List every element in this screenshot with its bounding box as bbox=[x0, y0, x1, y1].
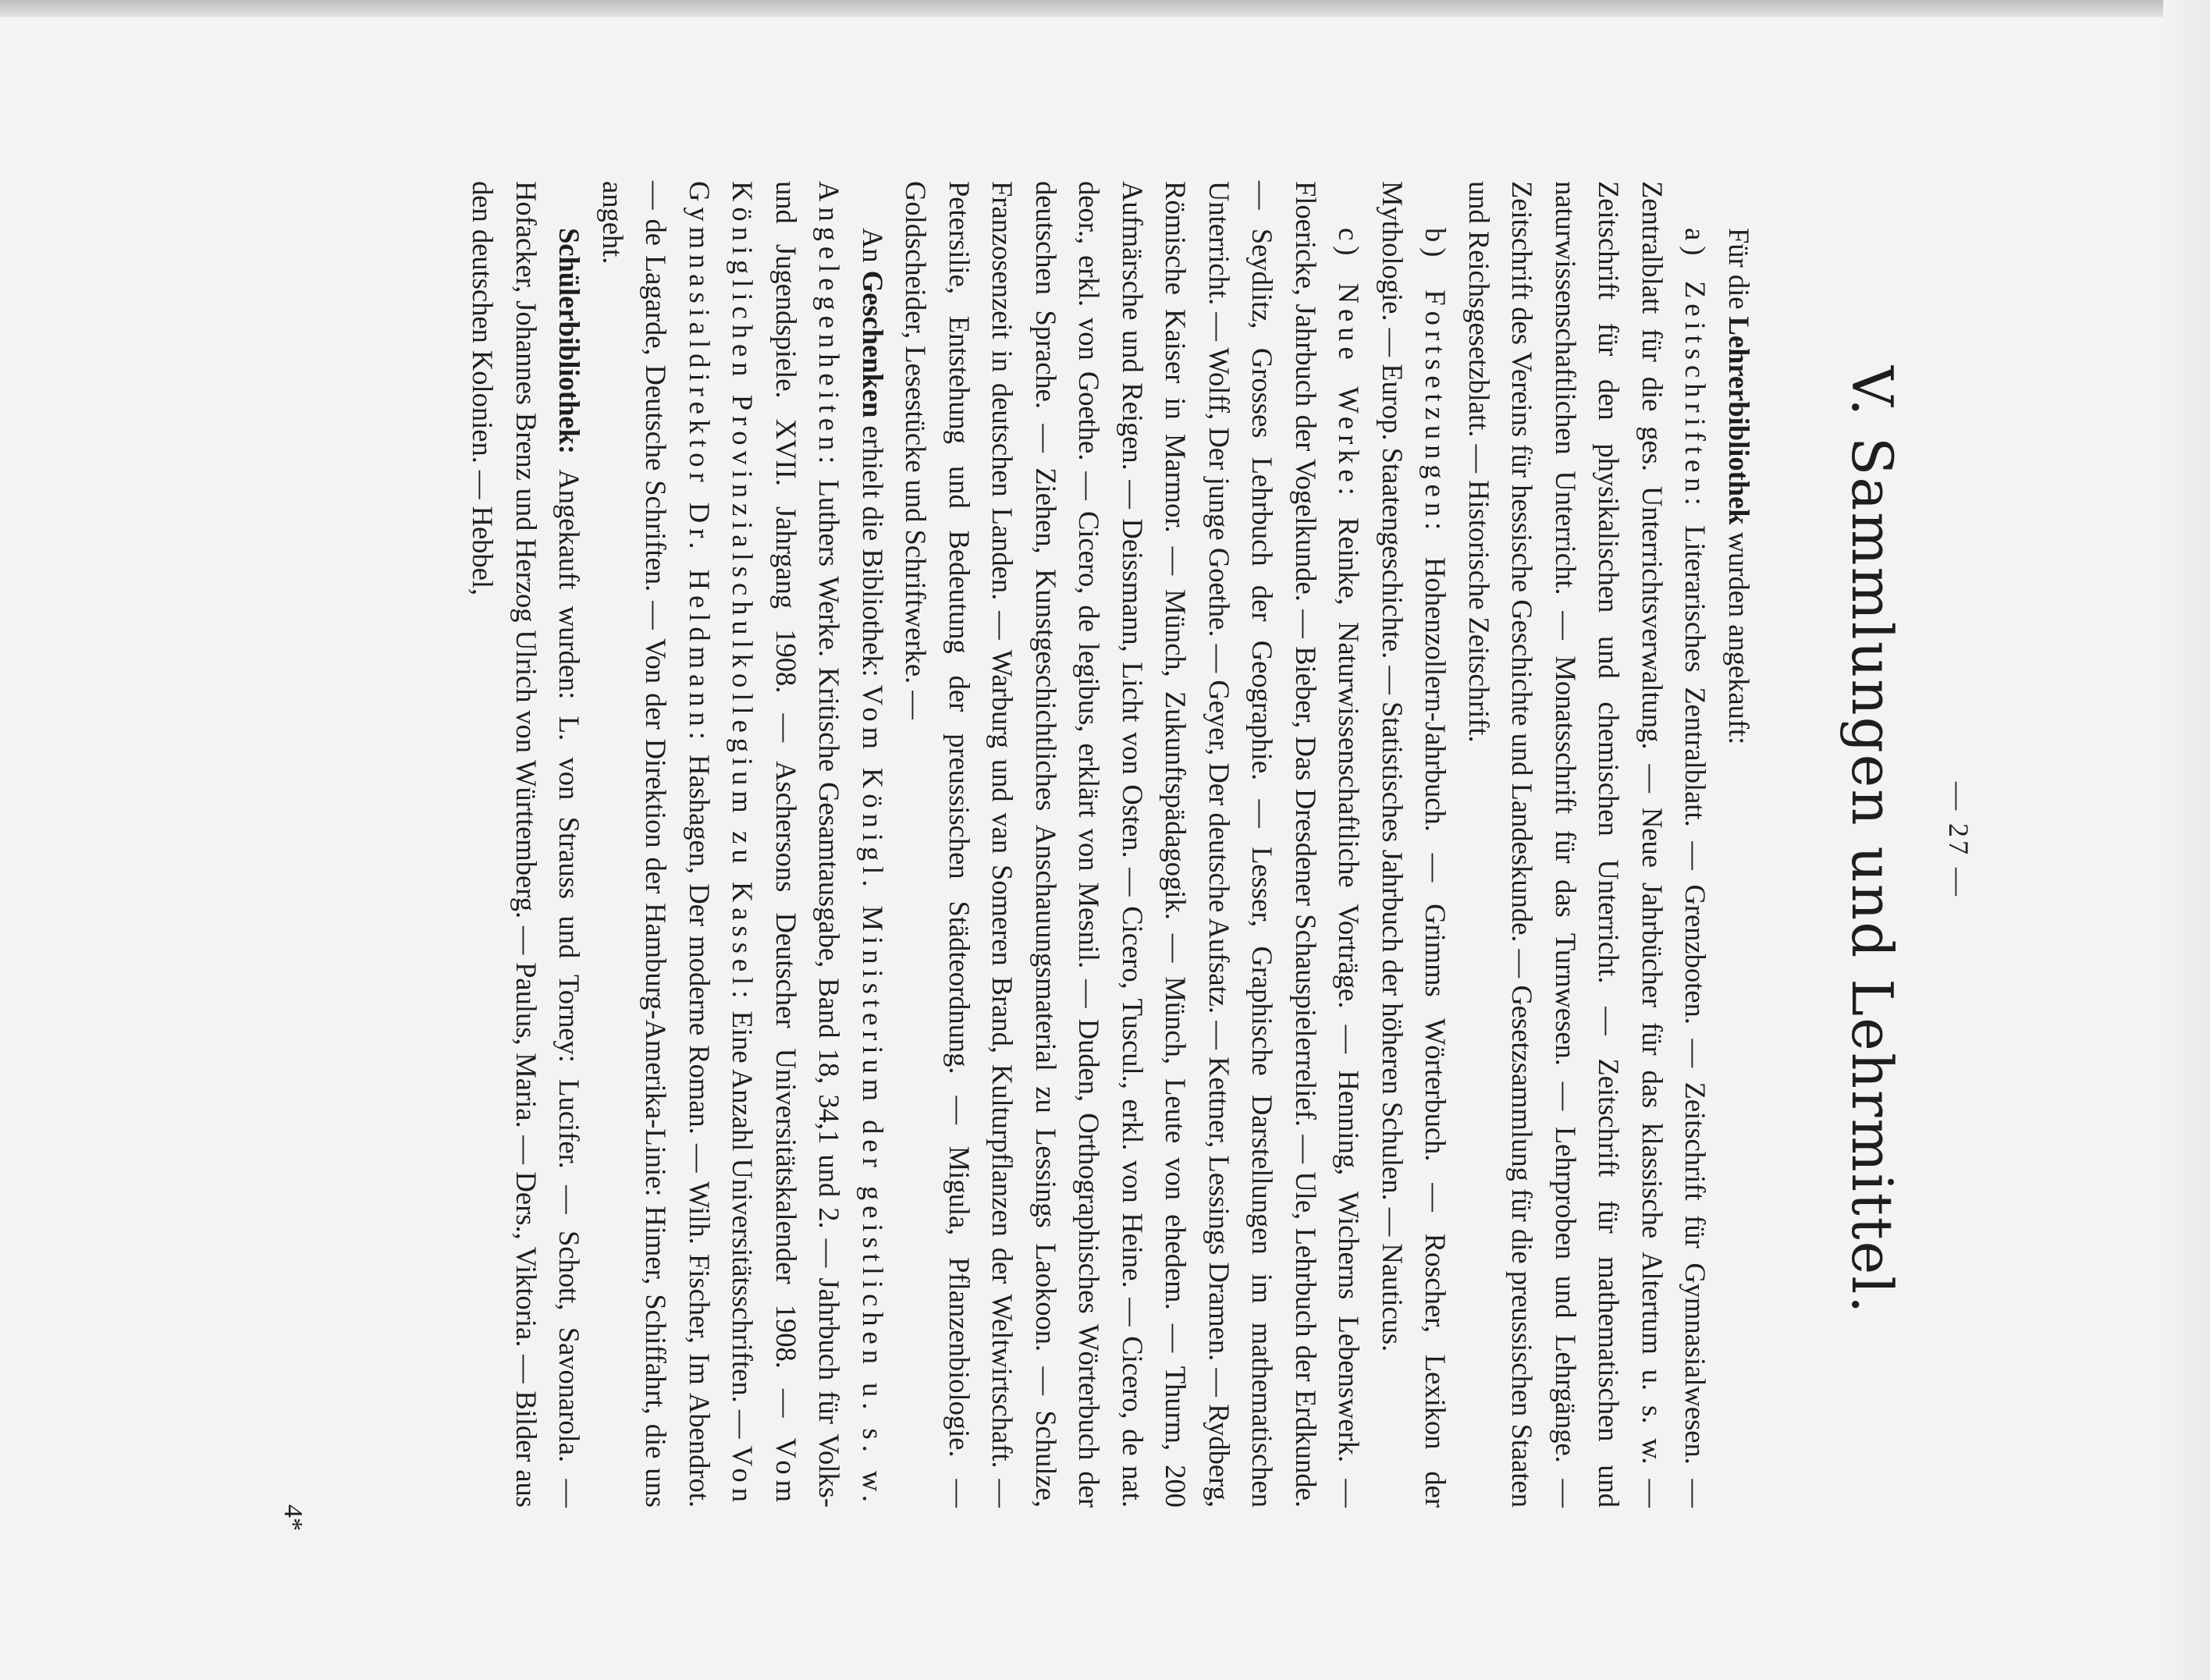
gifts-paragraph bbox=[592, 181, 895, 1508]
intro-bold-term: Lehrerbibliothek bbox=[1723, 316, 1755, 525]
gifts-text-2: erhielt die Bibliothek: bbox=[857, 417, 889, 685]
page-number: — 27 — bbox=[1943, 781, 1974, 899]
continuations-paragraph bbox=[1371, 181, 1458, 1508]
document-page bbox=[161, 80, 2049, 1601]
gifts-donor-ministry: Vom Königl. Ministerium der geistlichen u. s. w. Angelegenheiten: bbox=[813, 180, 889, 1508]
intro-text-a: Für die bbox=[1723, 227, 1755, 317]
signature-mark: 4* bbox=[279, 1504, 307, 1531]
gifts-donor-kollegium: Vom Königlichen Provinzialschulkollegium zu Kassel: bbox=[727, 180, 802, 1508]
intro-text-c: wurden angekauft: bbox=[1723, 524, 1755, 744]
document-body bbox=[461, 181, 1761, 1508]
pupils-library-paragraph bbox=[461, 181, 592, 1508]
scan-page-edge bbox=[2163, 0, 2210, 1680]
intro-paragraph bbox=[1718, 181, 1761, 1508]
pupils-library-text: Angekauft wurden: L. von Strauss und Torney: Lucifer. — Schott, Savonarola. — Hofacker, Johannes Brenz und Herzog Ulrich von Württemberg. — Paulus, Maria. — Ders., Viktoria. — Bilder aus den deutschen Kolonien. — Hebbel, bbox=[467, 180, 586, 1508]
periodicals-paragraph bbox=[1458, 181, 1718, 1508]
scan-top-band bbox=[0, 0, 2210, 17]
periodicals-label: a) Zeitschriften: bbox=[1679, 227, 1712, 511]
section-heading: V. Sammlungen und Lehrmittel. bbox=[1839, 365, 1905, 1315]
new-works-label: c) Neue Werke: bbox=[1333, 227, 1366, 501]
continuations-text: Hohenzollern-Jahrbuch. — Grimms Wörterbuch. — Roscher, Lexikon der Mythologie. — Europ. Staatengeschichte. — Statistisches Jahrbuch der höheren Schulen. — Nauticus. bbox=[1377, 180, 1452, 1508]
periodicals-text: Literarisches Zentralblatt. — Grenzboten. — Zeitschrift für Gymnasialwesen. — Zentralblatt für die ges. Unterrichtsverwaltung. — Neue Jahrbücher für das klassische Altertum u. s. w. — Zeitschrift für den physikalischen und chemischen Unterricht. — Zeitschrift für mathematischen und naturwissenschaftlichen Unterricht. — Monatsschrift für das Turnwesen. — Lehrproben und Lehrgänge. — Zeitschrift des Vereins für hessische Geschichte und Landeskunde. — Gesetzsammlung für die preussischen Staaten und Reichsgesetzblatt. — Historische Zeitschrift. bbox=[1463, 180, 1712, 1508]
gifts-text-3: Luthers Werke. Kritische Gesamtausgabe, Band 18, 34,1 und 2. — Jahrbuch für Volks- und Jugendspiele. XVII. Jahrgang 1908. — Aschersons Deutscher Universitätskalender 1908. — bbox=[770, 180, 846, 1508]
gifts-donor-director: Von Gymnasialdirektor Dr. Heldmann: bbox=[684, 180, 759, 1508]
continuations-label: b) Fortsetzungen: bbox=[1419, 227, 1452, 535]
gifts-text-4: Eine Anzahl Universitätsschriften. — bbox=[727, 1003, 759, 1446]
pupils-library-label: Schülerbibliothek: bbox=[553, 227, 586, 454]
gifts-text-5: Hashagen, Der moderne Roman. — Wilh. Fischer, Im Abendrot. — de Lagarde, Deutsche Schriften. — Von der Direktion der Hamburg-Amerika-Linie: Himer, Schiffahrt, die uns angeht. bbox=[597, 180, 716, 1508]
new-works-paragraph bbox=[894, 181, 1371, 1508]
gifts-bold-term: Geschenken bbox=[857, 270, 889, 417]
new-works-text: Reinke, Naturwissenschaftliche Vorträge. — Henning, Wicherns Lebenswerk. — Floericke, Jahrbuch der Vogelkunde. — Bieber, Das Dresdener Schauspielerrelief. — Ule, Lehrbuch der Erdkunde. — Seydlitz, Grosses Lehrbuch der Geographie. — Lesser, Graphische Darstellungen im mathematischen Unterricht. — Wolff, Der junge Goethe. — Geyer, Der deutsche Aufsatz. — Kettner, Lessings Dramen. — Rydberg, Römische Kaiser in Marmor. — Münch, Zukunftspädagogik. — Münch, Leute von ehedem. — Thurm, 200 Aufmärsche und Reigen. — Deissmann, Licht von Osten. — Cicero, Tuscul., erkl. von Heine. — Cicero, de nat. deor., erkl. von Goethe. — Cicero, de legibus, erklärt von Mesnil. — Duden, Orthographisches Wörterbuch der deutschen Sprache. — Ziehen, Kunstgeschichtliches Anschauungsmaterial zu Lessings Laokoon. — Schulze, Franzosenzeit in deutschen Landen. — Warburg und van Someren Brand, Kulturpflanzen der Weltwirtschaft. — Petersilie, Entstehung und Bedeutung der preussischen Städteordnung. — Migula, Pflanzenbiologie. — Goldscheider, Lesestücke und Schriftwerke. — bbox=[900, 180, 1366, 1508]
gifts-text-1: An bbox=[857, 227, 889, 271]
